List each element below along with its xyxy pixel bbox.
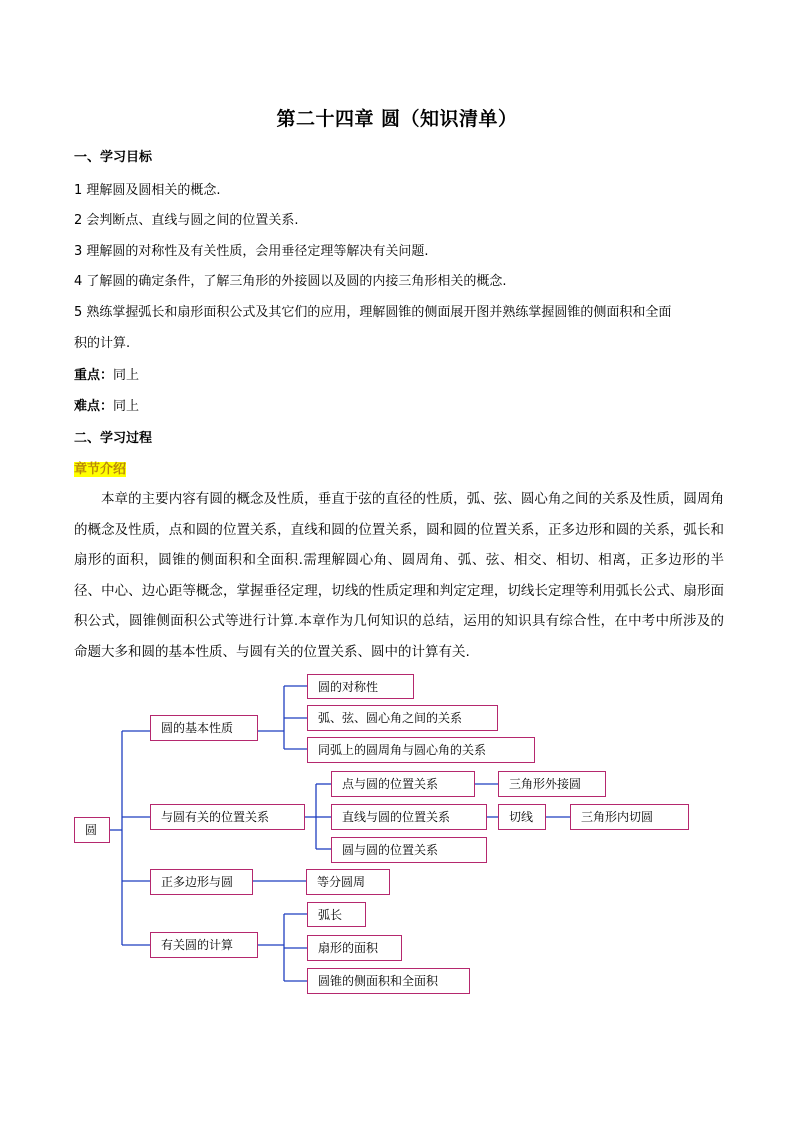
difficulty-value: 同上 (113, 399, 140, 414)
node-circle-root: 圆 (74, 817, 110, 843)
node-sector-area: 扇形的面积 (307, 935, 402, 961)
goal-item: 积的计算. (74, 336, 131, 351)
goal-item: 3 理解圆的对称性及有关性质，会用垂径定理等解决有关问题. (74, 244, 429, 259)
page-title: 第二十四章 圆（知识清单） (276, 108, 518, 130)
chapter-intro-paragraph: 本章的主要内容有圆的概念及性质，垂直于弦的直径的性质，弧、弦、圆心角之间的关系及性质，圆周角的概念及性质，点和圆的位置关系，直线和圆的位置关系，圆和圆的位置关系，正多边形和圆的关系，弧长和扇形的面积，圆锥的侧面积和全面积.需理解圆心角、圆周角、弧、弦、相交、相切、相离，正多边形的半径、中心、边心距等概念，掌握垂径定理，切线的性质定理和判定定理，切线长定理等利用弧长公式、扇形面积公式，圆锥侧面积公式等进行计算.本章作为几何知识的总结，运用的知识具有综合性，在中考中所涉及的命题大多和圆的基本性质、与圆有关的位置关系、圆中的计算有关. (74, 491, 724, 660)
node-equal-division: 等分圆周 (306, 869, 390, 895)
section-heading-process: 二、学习过程 (74, 431, 153, 446)
node-regular-polygon: 正多边形与圆 (150, 869, 253, 895)
goal-item: 1 理解圆及圆相关的概念. (74, 183, 221, 198)
node-basic-properties: 圆的基本性质 (150, 715, 258, 741)
difficulty-label: 难点： (74, 399, 114, 414)
node-arc-chord-angle: 弧、弦、圆心角之间的关系 (307, 705, 498, 731)
node-point-circle: 点与圆的位置关系 (331, 771, 475, 797)
goal-item: 4 了解圆的确定条件，了解三角形的外接圆以及圆的内接三角形相关的概念. (74, 274, 507, 289)
chapter-intro-label: 章节介绍 (74, 462, 127, 477)
key-value: 同上 (113, 368, 140, 383)
node-same-arc-angles: 同弧上的圆周角与圆心角的关系 (307, 737, 535, 763)
node-circumcircle: 三角形外接圆 (498, 771, 606, 797)
node-tangent: 切线 (498, 804, 546, 830)
goal-item: 2 会判断点、直线与圆之间的位置关系. (74, 213, 299, 228)
node-circle-circle: 圆与圆的位置关系 (331, 837, 487, 863)
node-arc-length: 弧长 (307, 902, 366, 927)
key-label: 重点： (74, 368, 114, 383)
node-calculations: 有关圆的计算 (150, 932, 258, 958)
node-line-circle: 直线与圆的位置关系 (331, 804, 487, 830)
section-heading-goals: 一、学习目标 (74, 150, 153, 165)
node-incircle: 三角形内切圆 (570, 804, 689, 830)
goal-item: 5 熟练掌握弧长和扇形面积公式及其它们的应用，理解圆锥的侧面展开图并熟练掌握圆锥的侧面积和全面 (74, 305, 672, 320)
node-cone-area: 圆锥的侧面积和全面积 (307, 968, 470, 994)
node-symmetry: 圆的对称性 (307, 674, 414, 699)
node-position-relations: 与圆有关的位置关系 (150, 804, 305, 830)
